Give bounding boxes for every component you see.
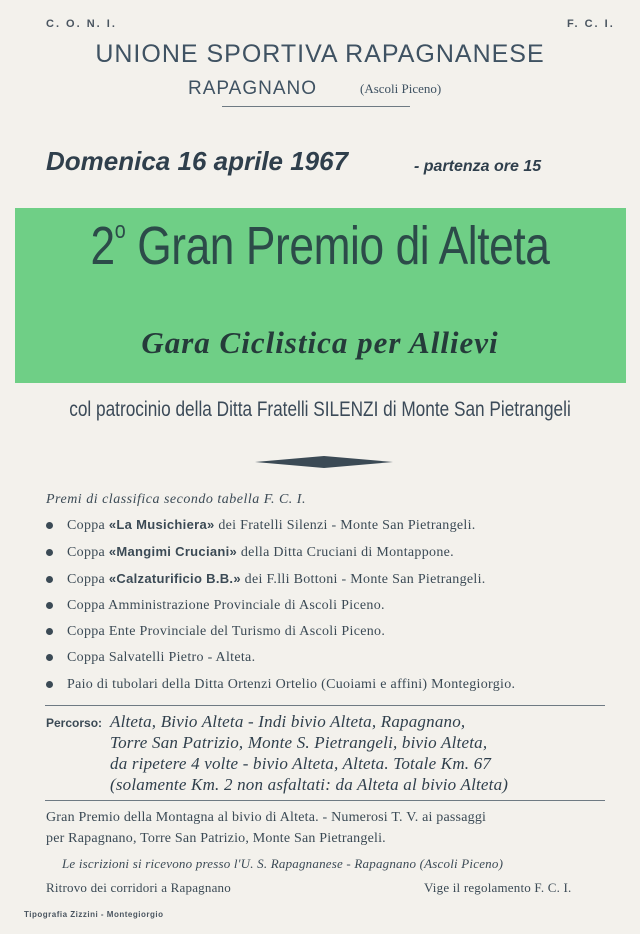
meeting-point: Ritrovo dei corridori a Rapagnano <box>46 880 231 895</box>
prize-donor: della Ditta Cruciani di Montappone. <box>237 545 454 560</box>
event-subtitle: Gara Ciclistica per Allievi <box>141 325 499 360</box>
bullet-icon <box>46 549 53 556</box>
route-label: Percorso: <box>46 716 103 730</box>
coni-mark: C. O. N. I. <box>46 18 117 30</box>
route-line: Alteta, Bivio Alteta - Indi bivio Alteta, Rapagnano, <box>110 712 466 731</box>
prize-item <box>46 544 454 561</box>
rules-note: Vige il regolamento F. C. I. <box>424 880 572 895</box>
bullet-icon <box>46 654 53 661</box>
event-date: Domenica 16 aprile 1967 <box>46 146 349 176</box>
mountain-prize-line-1: Gran Premio della Montagna al bivio di Alteta. - Numerosi T. V. ai passaggi <box>46 810 487 825</box>
prize-text: Coppa Ente Provinciale del Turismo di Ascoli Piceno. <box>67 624 386 639</box>
bullet-icon <box>46 602 53 609</box>
mountain-prize-line-2: per Rapagnano, Torre San Patrizio, Monte San Pietrangeli. <box>46 831 386 846</box>
bullet-icon <box>46 628 53 635</box>
prize-item <box>46 624 385 640</box>
ornament-divider <box>255 455 393 469</box>
prize-item <box>46 571 486 588</box>
event-title <box>58 215 583 277</box>
prize-item <box>46 650 255 666</box>
prize-text: Coppa Salvatelli Pietro - Alteta. <box>67 650 256 665</box>
title-text: Gran Premio di Alteta <box>137 216 550 276</box>
prize-donor: dei F.lli Bottoni - Monte San Pietrangeli. <box>240 572 486 587</box>
prize-text: Paio di tubolari della Ditta Ortenzi Ortelio (Cuoiami e affini) Montegiorgio. <box>67 677 516 692</box>
prize-item <box>46 598 385 614</box>
prize-text: Coppa <box>67 572 109 587</box>
route-divider-bottom <box>45 800 605 801</box>
prize-text: Coppa <box>67 518 109 533</box>
sponsor-line: col patrocinio della Ditta Fratelli SILENZI di Monte San Pietrangeli <box>69 398 571 421</box>
prize-trophy-name: «Mangimi Cruciani» <box>108 544 238 559</box>
bullet-icon <box>46 522 53 529</box>
route-line: da ripetere 4 volte - bivio Alteta, Alteta. Totale Km. 67 <box>110 754 492 773</box>
prize-text: Coppa <box>67 545 109 560</box>
bullet-icon <box>46 576 53 583</box>
prize-item <box>46 677 515 693</box>
title-number: 2 <box>90 216 115 276</box>
prize-item <box>46 517 476 534</box>
header-divider <box>222 106 410 107</box>
prize-trophy-name: «La Musichiera» <box>108 517 215 532</box>
prize-trophy-name: «Calzaturificio B.B.» <box>108 571 241 586</box>
prize-donor: dei Fratelli Silenzi - Monte San Pietrangeli. <box>214 518 476 533</box>
organization-name: UNIONE SPORTIVA RAPAGNANESE <box>95 40 545 68</box>
route-divider-top <box>45 705 605 706</box>
title-ordinal: o <box>114 217 126 244</box>
fci-mark: F. C. I. <box>567 18 615 30</box>
bullet-icon <box>46 681 53 688</box>
start-time: - partenza ore 15 <box>414 158 542 175</box>
route-line: Torre San Patrizio, Monte S. Pietrangeli, bivio Alteta, <box>110 733 488 752</box>
printer-credit: Tipografia Zizzini - Montegiorgio <box>24 910 164 919</box>
province-name: (Ascoli Piceno) <box>360 81 442 96</box>
prize-text: Coppa Amministrazione Provinciale di Ascoli Piceno. <box>67 598 385 613</box>
registration-note: Le iscrizioni si ricevono presso l'U. S. Rapagnanese - Rapagnano (Ascoli Piceno) <box>62 856 504 871</box>
route-line: (solamente Km. 2 non asfaltati: da Alteta al bivio Alteta) <box>110 775 509 794</box>
town-name: RAPAGNANO <box>188 78 318 99</box>
prizes-heading: Premi di classifica secondo tabella F. C. I. <box>46 492 306 507</box>
